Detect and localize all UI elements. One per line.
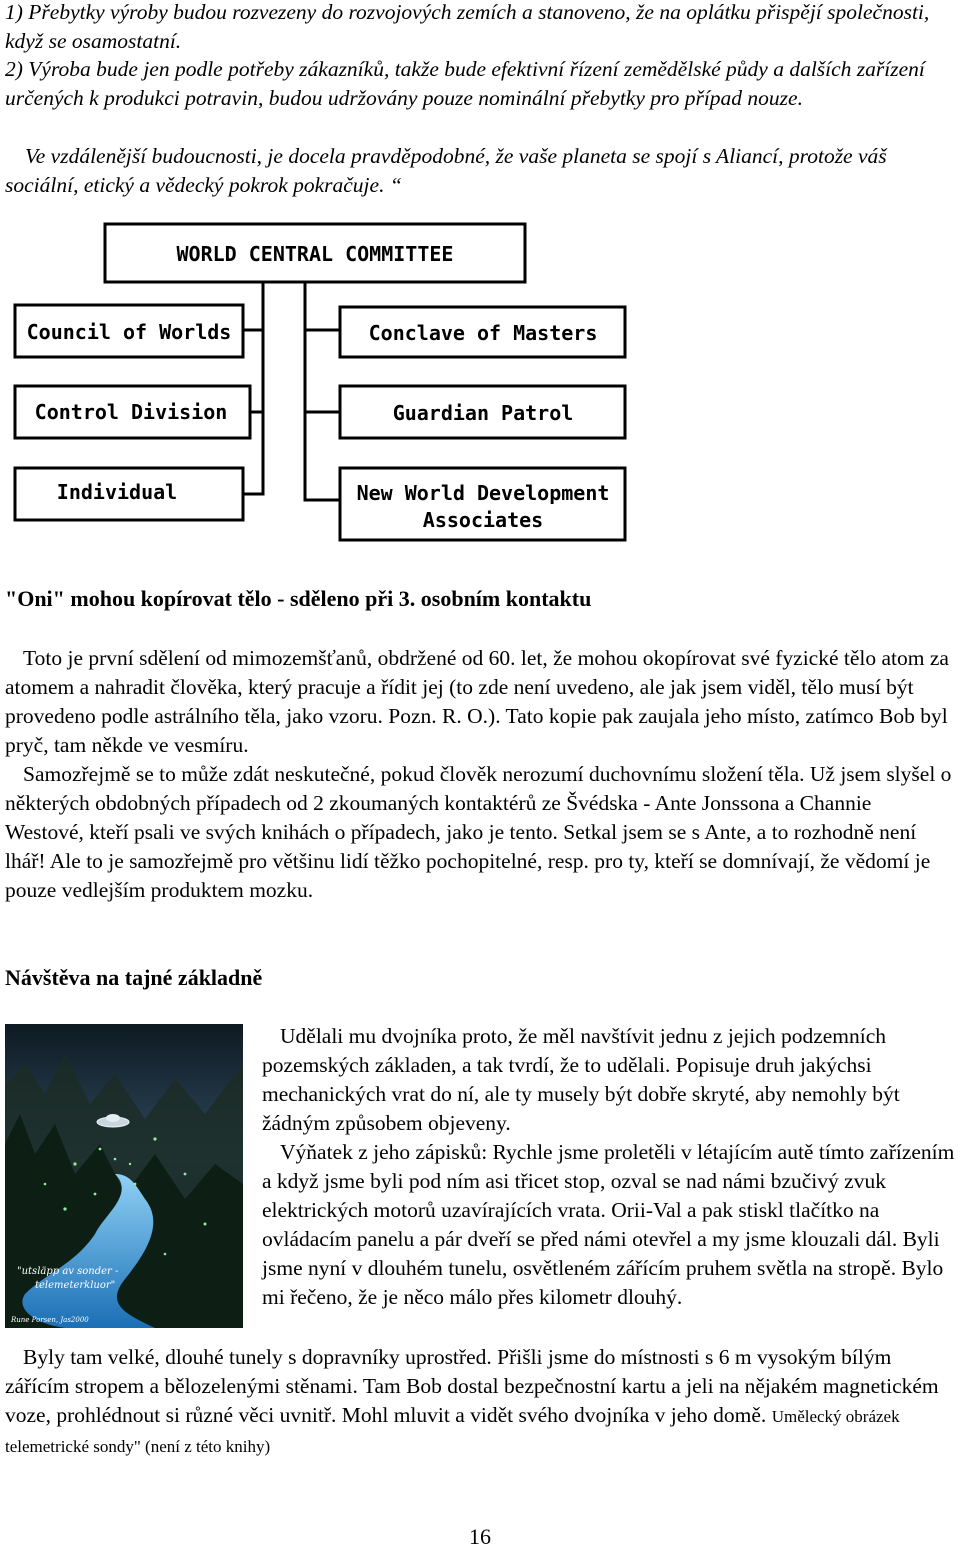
page-number: 16: [469, 1524, 491, 1549]
section-heading-secret-base: Návštěva na tajné základně: [5, 965, 263, 990]
intro-item-1: 1) Přebytky výroby budou rozvezeny do rozvojových zemích a stanoveno, že na oplátku přispějí společnosti, když se osamostatní.: [5, 0, 930, 53]
section1-paragraph-2: Samozřejmě se to může zdát neskutečné, pokud člověk nerozumí duchovnímu složení těla. Už jsem slyšel o některých obdobných případech od 2 zkoumaných kontaktérů ze Švédska - Ante Jonssona a Channie Westové, kteří psali ve svých knihách o případech, jako je tento. Setkal jsem se s Ante, a to rozhodně není lhář! Ale to je samozřejmě pro většinu lidí těžko pochopitelné, resp. pro ty, kteří se domnívají, že vědomí je pouze vedlejším produktem mozku.: [5, 762, 952, 902]
photo-inscription-line2: telemeterkluor": [35, 1280, 116, 1291]
section2-paragraph-3-text: Byly tam velké, dlouhé tunely s dopravníky uprostřed. Přišli jsme do místnosti s 6 m vysokým bílým zářícím stropem a bělozelenými stěnami. Tam Bob dostal bezpečnostní kartu a jeli na nějakém magnetickém voze, prohlédnout si různé věci uvnitř. Mohl mluvit a vidět svého dvojníka v jeho domě.: [5, 1345, 939, 1427]
org-chart-diagram: [5, 200, 635, 550]
section2-paragraph-1: Udělali mu dvojníka proto, že měl navštívit jednu z jejich podzemních pozemských základen, a tak tvrdí, že to udělali. Popisuje druh jakýchsi mechanických vrat do ní, ale ty musely být dobře skryté, aby nemohly být žádným způsobem objeveny.: [262, 1024, 900, 1135]
org-box-control-division: Control Division: [34, 400, 228, 424]
section2-paragraph-3: [5, 1343, 955, 1461]
section2-paragraph-2: Výňatek z jeho zápisků: Rychle jsme proletěli v létajícím autě tímto zařízením a když jsme byli pod ním asi třicet stop, ozval se nad námi bzučivý zvuk elektrických motorů uzavírajících vrata. Orii-Val a pak stiskl tlačítko na ovládacím panelu a pár dveří se před námi otevřel a my jsme klouzali dál. Byli jsme nyní v dlouhém tunelu, osvětleném zářícím pruhem světla na stropě. Bylo mi řečeno, že je něco málo přes kilometr dlouhý.: [262, 1140, 955, 1309]
org-box-council-of-worlds: Council of Worlds: [26, 320, 232, 344]
org-box-conclave-of-masters: Conclave of Masters: [368, 321, 598, 345]
photo-signature: Rune Porsen, Jas2000: [11, 1316, 89, 1324]
ufo-artwork-image: [5, 1024, 243, 1328]
intro-future: Ve vzdálenější budoucnosti, je docela pravděpodobné, že vaše planeta se spojí s Aliancí, protože váš sociální, etický a vědecký pokrok pokračuje. “: [5, 144, 887, 197]
section-heading-body-copy: "Oni" mohou kopírovat tělo - sděleno při 3. osobním kontaktu: [5, 586, 592, 611]
org-box-guardian-patrol: Guardian Patrol: [392, 401, 574, 425]
image-caption: Umělecký obrázek telemetrické sondy" (není z této knihy): [5, 1407, 900, 1456]
org-box-new-world-development-line2: Associates: [422, 508, 544, 532]
org-box-world-central-committee: WORLD CENTRAL COMMITTEE: [176, 242, 454, 266]
photo-inscription-line1: "utsläpp av sonder -: [17, 1266, 119, 1277]
section1-paragraph-1: Toto je první sdělení od mimozemšťanů, obdržené od 60. let, že mohou okopírovat své fyzické tělo atom za atomem a nahradit člověka, který pracuje a řídit jej (to zde není uvedeno, ale jak jsem viděl, tělo musí být provedeno podle astrálního těla, jako vzoru. Pozn. R. O.). Tato kopie pak zaujala jeho místo, zatímco Bob byl pryč, tam někde ve vesmíru.: [5, 646, 949, 757]
intro-item-2: 2) Výroba bude jen podle potřeby zákazníků, takže bude efektivní řízení zemědělské půdy a dalších zařízení určených k produkci potravin, budou udržovány pouze nominální přebytky pro případ nouze.: [5, 57, 925, 110]
org-box-new-world-development-line1: New World Development: [356, 481, 610, 505]
org-box-individual: Individual: [56, 480, 178, 504]
